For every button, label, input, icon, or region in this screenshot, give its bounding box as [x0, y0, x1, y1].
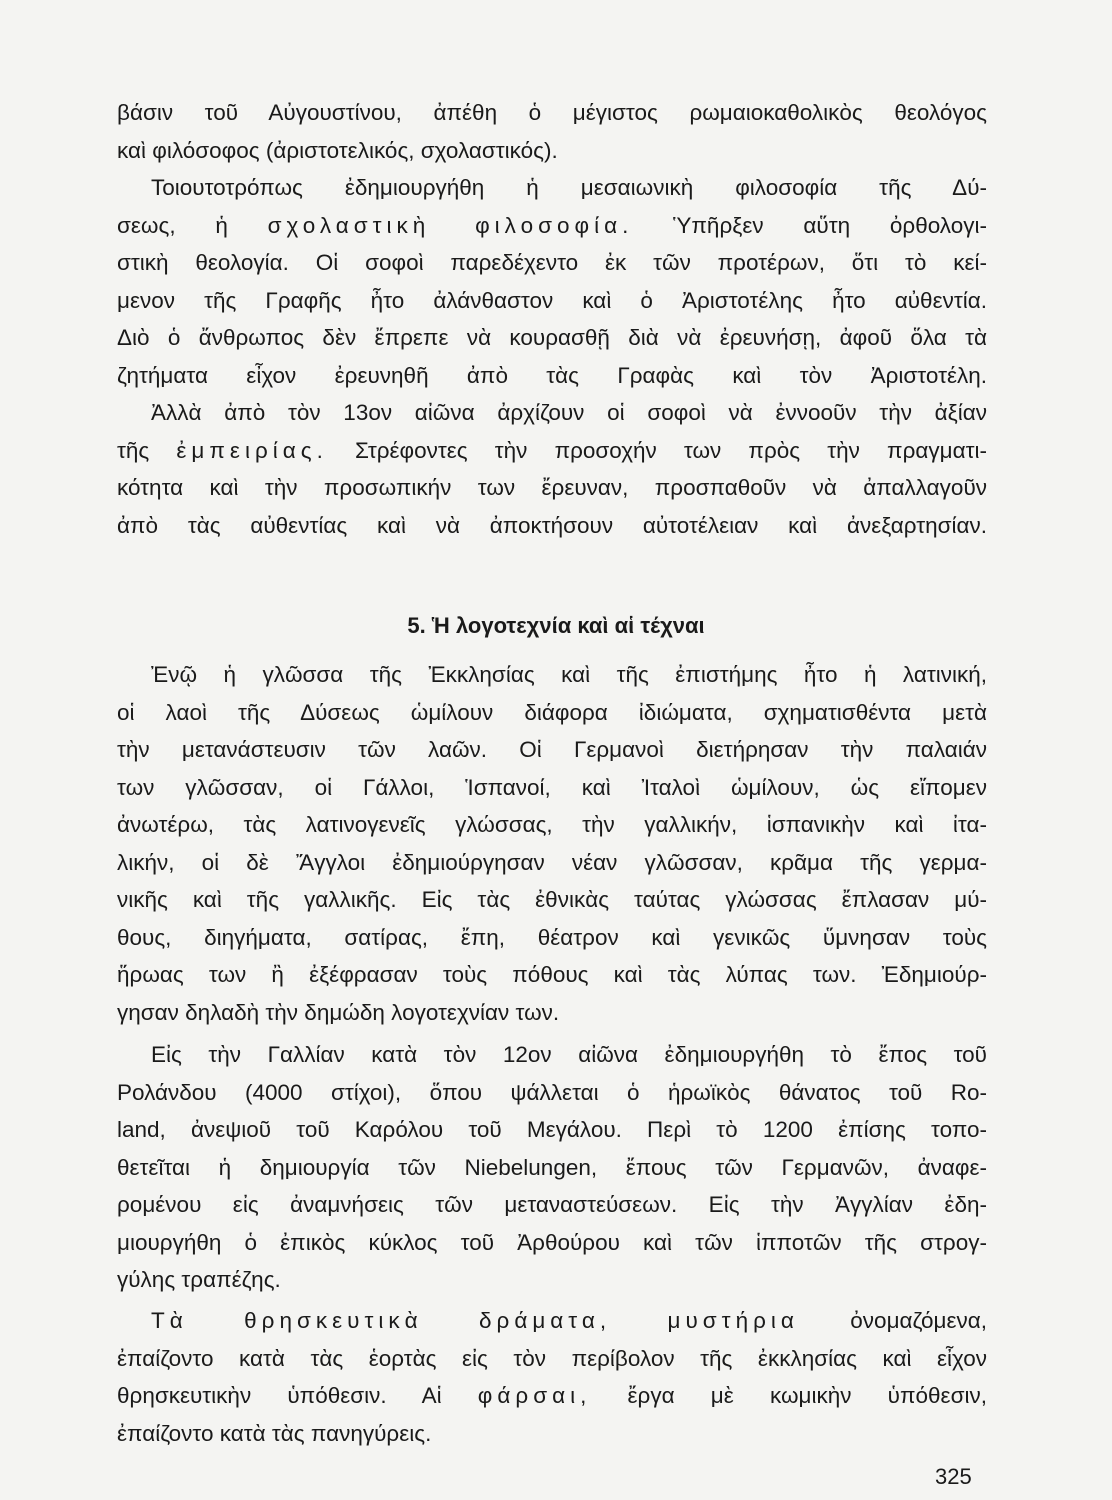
text-segment: ἔργα μὲ κωμικὴν ὑπόθεσιν,: [627, 1383, 987, 1408]
text-line: Ρολάνδου (4000 στίχοι), ὅπου ψάλλεται ὁ ἡρωϊκὸς θάνατος τοῦ Ro-: [117, 1079, 987, 1105]
text-line: νικῆς καὶ τῆς γαλλικῆς. Εἰς τὰς ἐθνικὰς ταύτας γλώσσας ἔπλασαν μύ-: [117, 887, 987, 912]
text-line: θους, διηγήματα, σατίρας, ἔπη, θέατρον καὶ γενικῶς ὕμνησαν τοὺς: [117, 924, 987, 950]
text-line: στικὴ θεολογία. Οἱ σοφοὶ παρεδέχεντο ἐκ τῶν προτέρων, ὅτι τὸ κεί-: [117, 250, 987, 275]
text-segment: θρησκευτικὴν ὑπόθεσιν. Αἱ: [117, 1383, 442, 1408]
text-line: Τοιουτοτρόπως ἐδημιουργήθη ἡ μεσαιωνικὴ φιλοσοφία τῆς Δύ-: [151, 175, 987, 200]
text-line: μενον τῆς Γραφῆς ἦτο ἀλάνθαστον καὶ ὁ Ἀριστοτέλης ἦτο αὐθεντία.: [117, 287, 987, 313]
text-line: βάσιν τοῦ Αὐγουστίνου, ἀπέθη ὁ μέγιστος ρωμαιοκαθολικὸς θεολόγος: [117, 100, 987, 125]
text-line: ζητήματα εἶχον ἐρευνηθῆ ἀπὸ τὰς Γραφὰς καὶ τὸν Ἀριστοτέλη.: [117, 362, 987, 388]
text-line: land, ἀνεψιοῦ τοῦ Καρόλου τοῦ Μεγάλου. Περὶ τὸ 1200 ἐπίσης τοπο-: [117, 1117, 987, 1142]
text-line: γησαν δηλαδὴ τὴν δημώδη λογοτεχνίαν των.: [117, 999, 560, 1025]
text-line: οἱ λαοὶ τῆς Δύσεως ὡμίλουν διάφορα ἰδιώματα, σχηματισθέντα μετὰ: [117, 699, 987, 725]
paragraph-languages: [117, 656, 987, 1031]
text-line: [117, 207, 987, 245]
text-line: [117, 1302, 987, 1340]
text-segment: Ὑπῆρξεν αὕτη ὀρθολογι-: [673, 212, 987, 238]
text-line: ἀπὸ τὰς αὐθεντίας καὶ νὰ ἀποκτήσουν αὐτοτέλειαν καὶ ἀνεξαρτησίαν.: [117, 512, 987, 538]
text-line: ἀνωτέρω, τὰς λατινογενεῖς γλώσσας, τὴν γαλλικήν, ἱσπανικὴν καὶ ἰτα-: [117, 812, 987, 837]
text-segment: τῆς: [117, 437, 150, 463]
paragraph-dramas: [117, 1302, 987, 1452]
spaced-emphasis: σχολαστικὴ φιλοσοφία.: [267, 212, 634, 238]
spaced-emphasis: φάρσαι,: [477, 1383, 592, 1408]
spaced-emphasis: Τὰ θρησκευτικὰ δράματα, μυστήρια: [151, 1308, 799, 1333]
text-segment: ὀνομαζόμενα,: [850, 1308, 987, 1333]
text-line: των γλῶσσαν, οἱ Γάλλοι, Ἱσπανοί, καὶ Ἰταλοὶ ὡμίλουν, ὡς εἴπομεν: [117, 774, 987, 800]
text-line: Διὸ ὁ ἄνθρωπος δὲν ἔπρεπε νὰ κουρασθῇ διὰ νὰ ἐρευνήσῃ, ἀφοῦ ὅλα τὰ: [117, 325, 987, 350]
paragraph-epics: [117, 1036, 987, 1299]
text-line: ἐπαίζοντο κατὰ τὰς ἑορτὰς εἰς τὸν περίβολον τῆς ἐκκλησίας καὶ εἶχον: [117, 1345, 987, 1371]
text-line: Ἀλλὰ ἀπὸ τὸν 13ον αἰῶνα ἀρχίζουν οἱ σοφοὶ νὰ ἐννοοῦν τὴν ἀξίαν: [151, 400, 987, 425]
text-line: τὴν μετανάστευσιν τῶν λαῶν. Οἱ Γερμανοὶ διετήρησαν τὴν παλαιάν: [117, 737, 987, 762]
text-line: Εἰς τὴν Γαλλίαν κατὰ τὸν 12ον αἰῶνα ἐδημιουργήθη τὸ ἔπος τοῦ: [151, 1042, 987, 1067]
text-line: λικήν, οἱ δὲ Ἄγγλοι ἐδημιούργησαν νέαν γλῶσσαν, κρᾶμα τῆς γερμα-: [117, 849, 987, 875]
text-line: καὶ φιλόσοφος (ἀριστοτελικός, σχολαστικός).: [117, 137, 558, 163]
text-line: [117, 432, 987, 470]
text-line: ρομένου εἰς ἀναμνήσεις τῶν μεταναστεύσεων. Εἰς τὴν Ἀγγλίαν ἐδη-: [117, 1192, 987, 1217]
spaced-emphasis: ἐμπειρίας.: [176, 437, 328, 463]
text-line: Ἐνῷ ἡ γλῶσσα τῆς Ἐκκλησίας καὶ τῆς ἐπιστήμης ἦτο ἡ λατινική,: [151, 662, 987, 687]
text-segment: Στρέφοντες τὴν προσοχήν των πρὸς τὴν πραγματι-: [354, 437, 987, 463]
text-segment: σεως, ἡ: [117, 212, 228, 238]
text-line: ἐπαίζοντο κατὰ τὰς πανηγύρεις.: [117, 1420, 432, 1446]
page-number: 325: [935, 1464, 972, 1489]
text-line: [117, 1377, 987, 1415]
section-heading: 5. Ἡ λογοτεχνία καὶ αἱ τέχναι: [407, 613, 705, 638]
text-line: γύλης τραπέζης.: [117, 1267, 281, 1292]
paragraphs-scholasticism: [117, 94, 987, 544]
text-line: κότητα καὶ τὴν προσωπικήν των ἔρευναν, προσπαθοῦν νὰ ἀπαλλαγοῦν: [117, 475, 987, 500]
text-line: μιουργήθη ὁ ἐπικὸς κύκλος τοῦ Ἀρθούρου καὶ τῶν ἱπποτῶν τῆς στρογ-: [117, 1229, 987, 1255]
text-line: θετεῖται ἡ δημιουργία τῶν Niebelungen, ἔπους τῶν Γερμανῶν, ἀναφε-: [117, 1154, 987, 1180]
text-line: ἥρωας των ἢ ἐξέφρασαν τοὺς πόθους καὶ τὰς λύπας των. Ἐδημιούρ-: [117, 962, 987, 987]
